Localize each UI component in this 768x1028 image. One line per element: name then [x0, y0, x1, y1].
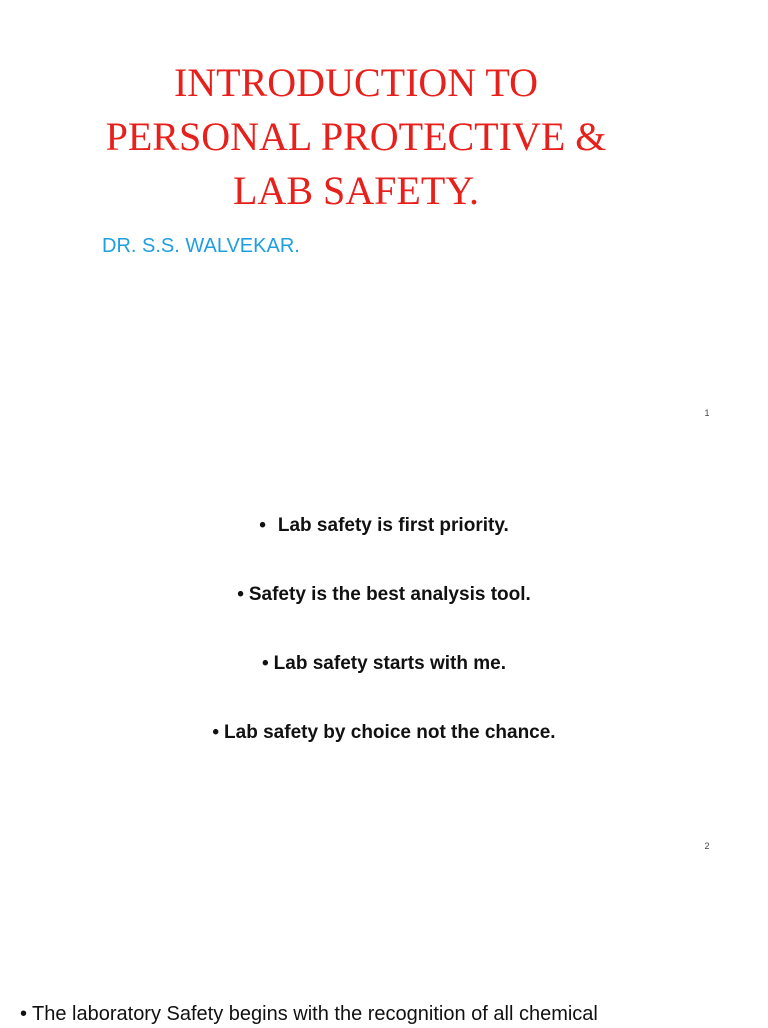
bullet-list — [0, 512, 768, 788]
bullet-icon: • — [259, 515, 266, 536]
bullet-text: Lab safety by choice not the chance. — [224, 722, 556, 743]
bullet-item — [0, 650, 768, 719]
bullet-icon: • — [212, 722, 220, 743]
bullet-item — [0, 581, 768, 650]
author-name: DR. S.S. WALVEKAR. — [102, 235, 300, 257]
title-line: LAB SAFETY. — [233, 168, 479, 213]
bullet-icon: • — [237, 584, 244, 605]
title-line: PERSONAL PROTECTIVE & — [105, 114, 607, 159]
bullet-text: Lab safety is first priority. — [277, 515, 509, 536]
body-text: The laboratory Safety begins with the recognition of all chemical — [32, 1003, 598, 1025]
bullet-text: Lab safety starts with me. — [273, 653, 506, 674]
bullet-icon: • — [262, 653, 269, 674]
bullet-item — [0, 719, 768, 788]
bullet-text: Safety is the best analysis tool. — [248, 584, 531, 605]
page-number: 2 — [704, 841, 710, 851]
slide-3 — [0, 872, 768, 1024]
title-line: INTRODUCTION TO — [173, 60, 539, 105]
slide-1 — [0, 0, 768, 436]
bullet-icon: • — [20, 1003, 28, 1025]
slide-title — [40, 56, 672, 218]
bullet-item — [0, 512, 768, 581]
page-number: 1 — [704, 408, 710, 418]
slide-2 — [0, 436, 768, 872]
